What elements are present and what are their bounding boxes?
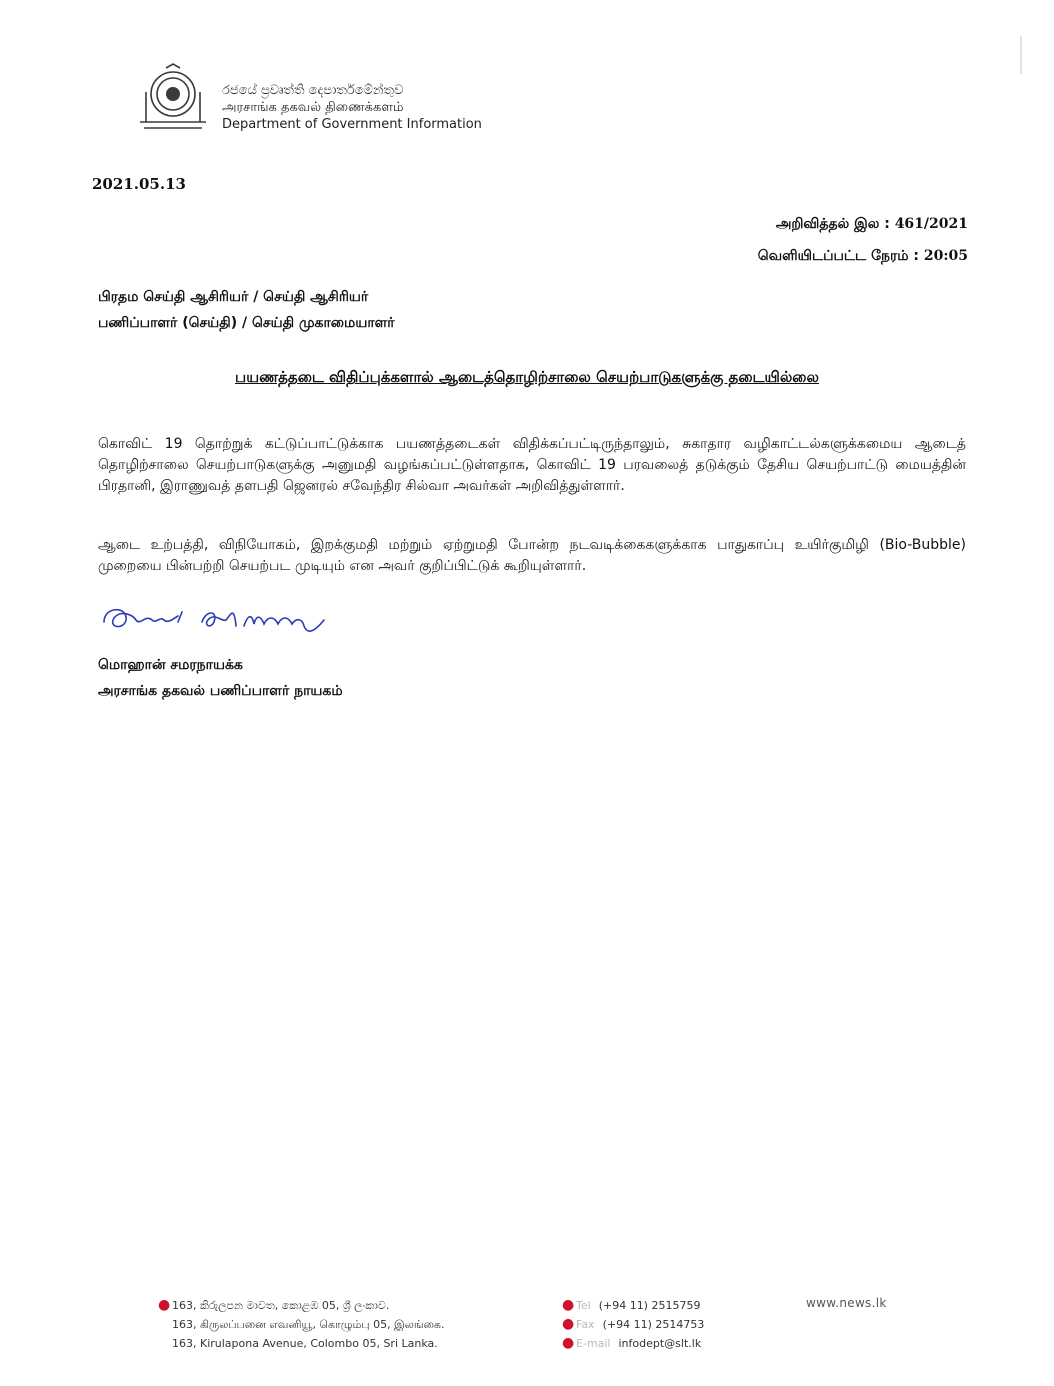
department-name-tamil: அரசாங்க தகவல் திணைக்களம் [222,100,404,115]
notice-number-value: 461/2021 [894,216,968,232]
fax-label: Fax [576,1318,595,1331]
recipients-block [98,284,395,336]
notice-number-line: அறிவித்தல் இல : 461/2021 [775,216,968,232]
signatory-block [98,652,343,704]
release-date: 2021.05.13 [92,175,186,193]
recipient-line: பணிப்பாளர் (செய்தி) / செய்தி முகாமையாளர் [98,315,395,331]
government-emblem-logo [132,62,214,134]
release-time-value: 20:05 [923,248,968,264]
press-release-headline: பயணத்தடை விதிப்புக்களால் ஆடைத்தொழிற்சாலை செயற்பாடுகளுக்கு தடையில்லை [235,368,819,386]
department-name-sinhala: රජයේ ප්‍රවෘත්ති දෙපාර්තමේන්තුව [222,83,404,98]
bullet-icon: ● [562,1316,575,1332]
email-label: E-mail [576,1337,611,1350]
notice-number-label: அறிவித்தல் இல [775,216,880,232]
signatory-title: அரசாங்க தகவல் பணிப்பாளர் நாயகம் [98,683,343,699]
address-english: 163, Kirulapona Avenue, Colombo 05, Sri Lanka. [172,1337,438,1350]
email-address: infodept@slt.lk [618,1337,702,1350]
scan-edge-mark [1020,36,1022,74]
website-link[interactable]: www.news.lk [806,1296,887,1310]
address-tamil: 163, கிருலப்பனை எவனியூ, கொழும்பு 05, இலங்கை. [172,1318,445,1331]
body-paragraph: ஆடை உற்பத்தி, விநியோகம், இறக்குமதி மற்றும் ஏற்றுமதி போன்ற நடவடிக்கைகளுக்காக பாதுகாப்பு உயிர்குமிழி (Bio-Bubble) முறையை பின்பற்றி செயற்பட முடியும் என அவர் குறிப்பிட்டுக் கூறியுள்ளார். [98,537,966,574]
department-name-english: Department of Government Information [222,117,482,132]
department-name-block [222,82,482,133]
recipient-line: பிரதம செய்தி ஆசிரியர் / செய்தி ஆசிரியர் [98,289,369,305]
phone-number: (+94 11) 2515759 [598,1299,701,1312]
footer-contact-block [562,1296,704,1353]
bullet-icon: ● [562,1335,575,1351]
release-time-label: வெளியிடப்பட்ட நேரம் [757,248,909,264]
phone-label: Tel [576,1299,591,1312]
footer-address-block [158,1296,444,1353]
body-paragraph: கொவிட் 19 தொற்றுக் கட்டுப்பாட்டுக்காக பயணத்தடைகள் விதிக்கப்பட்டிருந்தாலும், சுகாதார வழிகாட்டல்களுக்கமைய ஆடைத் தொழிற்சாலை செயற்பாடுகளுக்கு அனுமதி வழங்கப்பட்டுள்ளதாக, கொவிட் 19 பரவலைத் தடுக்கும் தேசிய செயற்பாட்டு மையத்தின் பிரதானி, இராணுவத் தளபதி ஜெனரல் சவேந்திர சில்வா அவர்கள் அறிவித்துள்ளார். [98,436,966,494]
fax-number: (+94 11) 2514753 [602,1318,705,1331]
bullet-icon: ● [158,1297,171,1313]
address-sinhala: 163, කිරුලපන මාවත, කොළඹ 05, ශ්‍රී ලංකාව. [172,1299,390,1312]
handwritten-signature [98,596,334,644]
signatory-name: மொஹான் சமரநாயக்க [98,657,243,673]
bullet-icon: ● [562,1297,575,1313]
release-time-line: வெளியிடப்பட்ட நேரம் : 20:05 [757,248,968,264]
